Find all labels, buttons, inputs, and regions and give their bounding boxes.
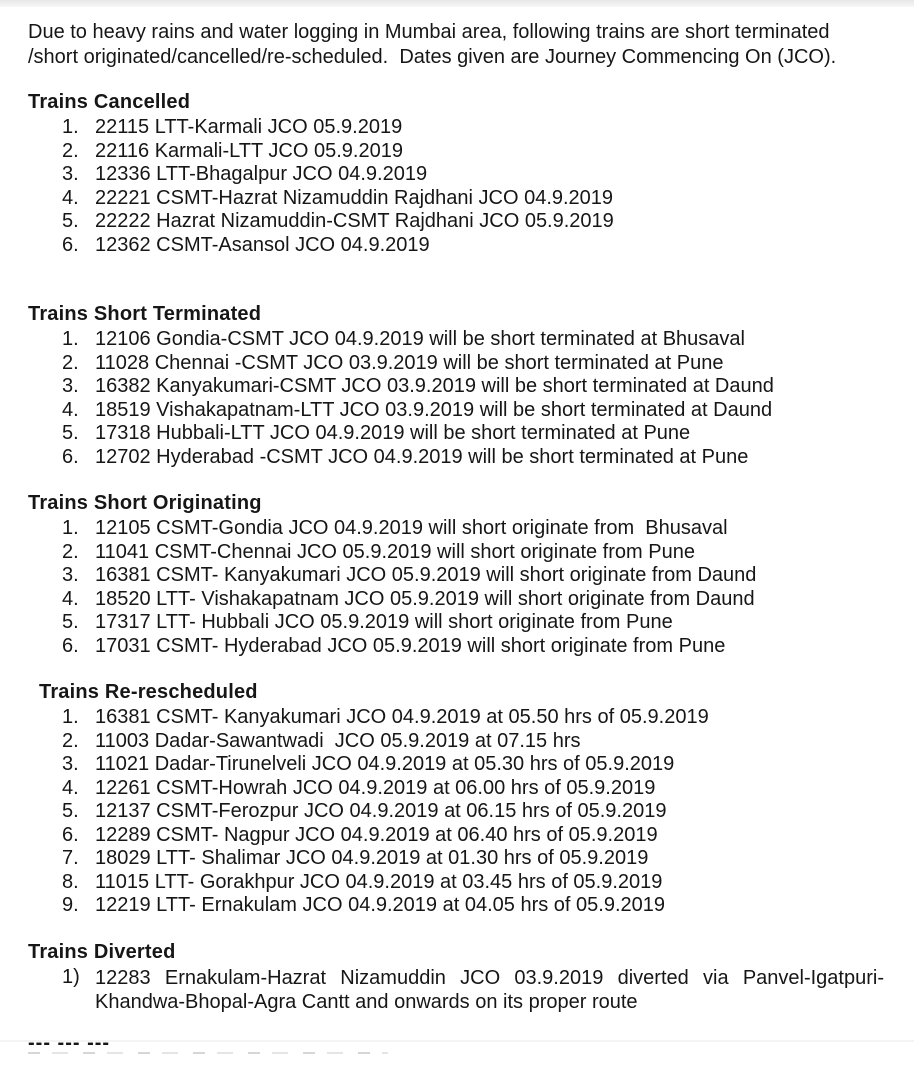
item-text-line: 12283 Ernakulam-Hazrat Nizamuddin JCO 03.9.2019 diverted via Panvel-Igatpuri- — [95, 966, 884, 989]
item-text: 12106 Gondia-CSMT JCO 04.9.2019 will be short terminated at Bhusaval — [95, 328, 745, 350]
end-separator: --- --- --- — [28, 1031, 111, 1054]
item-text: 12137 CSMT-Ferozpur JCO 04.9.2019 at 06.15 hrs of 05.9.2019 — [95, 800, 667, 822]
scan-edge-artifact — [0, 0, 914, 7]
item-number: 6. — [62, 233, 79, 256]
item-number: 1. — [62, 517, 79, 539]
item-number: 7. — [62, 847, 79, 869]
item-number: 5. — [62, 800, 79, 822]
item-text: 16381 CSMT- Kanyakumari JCO 04.9.2019 at 05.50 hrs of 05.9.2019 — [95, 706, 709, 728]
item-number: 4. — [62, 398, 79, 421]
section-title-trains-re-rescheduled: Trains Re-rescheduled — [39, 681, 258, 703]
item-text: 17318 Hubbali-LTT JCO 04.9.2019 will be short terminated at Pune — [95, 422, 691, 444]
item-text: 11041 CSMT-Chennai JCO 05.9.2019 will short originate from Pune — [95, 540, 695, 563]
train-list-item — [28, 140, 884, 164]
item-text: 16381 CSMT- Kanyakumari JCO 05.9.2019 will short originate from Daund — [95, 564, 757, 586]
train-list-short-originating — [28, 517, 884, 658]
item-text: 17031 CSMT- Hyderabad JCO 05.9.2019 will short originate from Pune — [95, 634, 726, 657]
item-number: 6. — [62, 823, 79, 846]
intro-paragraph — [28, 20, 884, 70]
item-text: 12702 Hyderabad -CSMT JCO 04.9.2019 will be short terminated at Pune — [95, 445, 749, 468]
train-list-item — [28, 847, 884, 871]
train-list-item — [28, 541, 884, 565]
train-list-item — [28, 824, 884, 848]
train-list-item — [28, 966, 884, 1014]
item-text: 16382 Kanyakumari-CSMT JCO 03.9.2019 will be short terminated at Daund — [95, 375, 774, 397]
item-number: 1. — [62, 706, 79, 728]
item-text: 22115 LTT-Karmali JCO 05.9.2019 — [95, 116, 403, 138]
item-text: 22116 Karmali-LTT JCO 05.9.2019 — [95, 139, 403, 162]
item-number: 9. — [62, 894, 79, 916]
item-number: 1. — [62, 116, 79, 138]
train-list-item — [28, 375, 884, 399]
item-text: 11028 Chennai -CSMT JCO 03.9.2019 will be short terminated at Pune — [95, 351, 724, 374]
item-number: 1) — [62, 965, 80, 988]
train-list-item — [28, 800, 884, 824]
item-text: 18519 Vishakapatnam-LTT JCO 03.9.2019 will be short terminated at Daund — [95, 398, 773, 421]
section-title-trains-short-terminated: Trains Short Terminated — [28, 303, 262, 325]
item-number: 1. — [62, 328, 79, 350]
train-list-item — [28, 753, 884, 777]
intro-line-2: /short originated/cancelled/re-scheduled. Dates given are Journey Commencing On (JCO). — [28, 46, 837, 68]
item-number: 2. — [62, 351, 79, 374]
train-list-cancelled — [28, 116, 884, 257]
item-text: 22222 Hazrat Nizamuddin-CSMT Rajdhani JCO 05.9.2019 — [95, 210, 614, 232]
item-number: 5. — [62, 210, 79, 232]
truncated-text-tops — [28, 1052, 388, 1057]
item-text-line: Khandwa-Bhopal-Agra Cantt and onwards on its proper route — [95, 990, 638, 1013]
item-text — [95, 966, 884, 1014]
train-list-item — [28, 210, 884, 234]
train-list-item — [28, 635, 884, 659]
train-list-item — [28, 611, 884, 635]
item-number: 2. — [62, 139, 79, 162]
item-number: 3. — [62, 753, 79, 775]
train-list-item — [28, 187, 884, 211]
item-number: 8. — [62, 870, 79, 893]
section-title-trains-cancelled: Trains Cancelled — [28, 91, 191, 113]
item-text: 18029 LTT- Shalimar JCO 04.9.2019 at 01.30 hrs of 05.9.2019 — [95, 847, 649, 869]
train-list-diverted — [28, 966, 884, 1014]
item-number: 3. — [62, 375, 79, 397]
section-trains-short-originating — [28, 491, 884, 658]
intro-line-1: Due to heavy rains and water logging in Mumbai area, following trains are short terminated — [28, 21, 830, 43]
item-number: 4. — [62, 776, 79, 799]
section-trains-re-rescheduled — [28, 680, 884, 918]
train-list-item — [28, 706, 884, 730]
section-trains-cancelled — [28, 90, 884, 257]
train-list-item — [28, 777, 884, 801]
item-text: 11015 LTT- Gorakhpur JCO 04.9.2019 at 03.45 hrs of 05.9.2019 — [95, 870, 663, 893]
item-number: 5. — [62, 422, 79, 444]
item-text: 12289 CSMT- Nagpur JCO 04.9.2019 at 06.40 hrs of 05.9.2019 — [95, 823, 658, 846]
item-number: 2. — [62, 729, 79, 752]
item-text: 11003 Dadar-Sawantwadi JCO 05.9.2019 at 07.15 hrs — [95, 729, 581, 752]
item-number: 2. — [62, 540, 79, 563]
train-list-item — [28, 328, 884, 352]
train-list-item — [28, 163, 884, 187]
item-text: 12261 CSMT-Howrah JCO 04.9.2019 at 06.00 hrs of 05.9.2019 — [95, 776, 656, 799]
item-number: 3. — [62, 564, 79, 586]
item-text: 17317 LTT- Hubbali JCO 05.9.2019 will short originate from Pune — [95, 611, 673, 633]
section-trains-short-terminated — [28, 302, 884, 469]
train-list-item — [28, 517, 884, 541]
item-text: 12362 CSMT-Asansol JCO 04.9.2019 — [95, 233, 430, 256]
train-list-item — [28, 399, 884, 423]
train-list-re-rescheduled — [28, 706, 884, 918]
item-text: 12105 CSMT-Gondia JCO 04.9.2019 will short originate from Bhusaval — [95, 517, 728, 539]
item-text: 11021 Dadar-Tirunelveli JCO 04.9.2019 at 05.30 hrs of 05.9.2019 — [95, 753, 675, 775]
item-number: 4. — [62, 186, 79, 209]
item-text: 18520 LTT- Vishakapatnam JCO 05.9.2019 will short originate from Daund — [95, 587, 755, 610]
train-list-item — [28, 352, 884, 376]
train-list-item — [28, 871, 884, 895]
train-list-item — [28, 730, 884, 754]
item-text: 22221 CSMT-Hazrat Nizamuddin Rajdhani JCO 04.9.2019 — [95, 186, 614, 209]
train-list-item — [28, 446, 884, 470]
section-title-trains-diverted: Trains Diverted — [28, 940, 176, 963]
train-list-short-terminated — [28, 328, 884, 469]
train-list-item — [28, 588, 884, 612]
item-number: 4. — [62, 587, 79, 610]
section-title-trains-short-originating: Trains Short Originating — [28, 492, 262, 514]
item-text: 12336 LTT-Bhagalpur JCO 04.9.2019 — [95, 163, 428, 185]
section-trains-diverted — [28, 940, 884, 1014]
item-number: 6. — [62, 445, 79, 468]
item-number: 5. — [62, 611, 79, 633]
train-list-item — [28, 564, 884, 588]
scan-streak-artifact — [0, 1040, 914, 1042]
train-list-item — [28, 234, 884, 258]
item-number: 3. — [62, 163, 79, 185]
train-list-item — [28, 894, 884, 918]
train-list-item — [28, 116, 884, 140]
item-number: 6. — [62, 634, 79, 657]
train-list-item — [28, 422, 884, 446]
item-text: 12219 LTT- Ernakulam JCO 04.9.2019 at 04.05 hrs of 05.9.2019 — [95, 894, 665, 916]
